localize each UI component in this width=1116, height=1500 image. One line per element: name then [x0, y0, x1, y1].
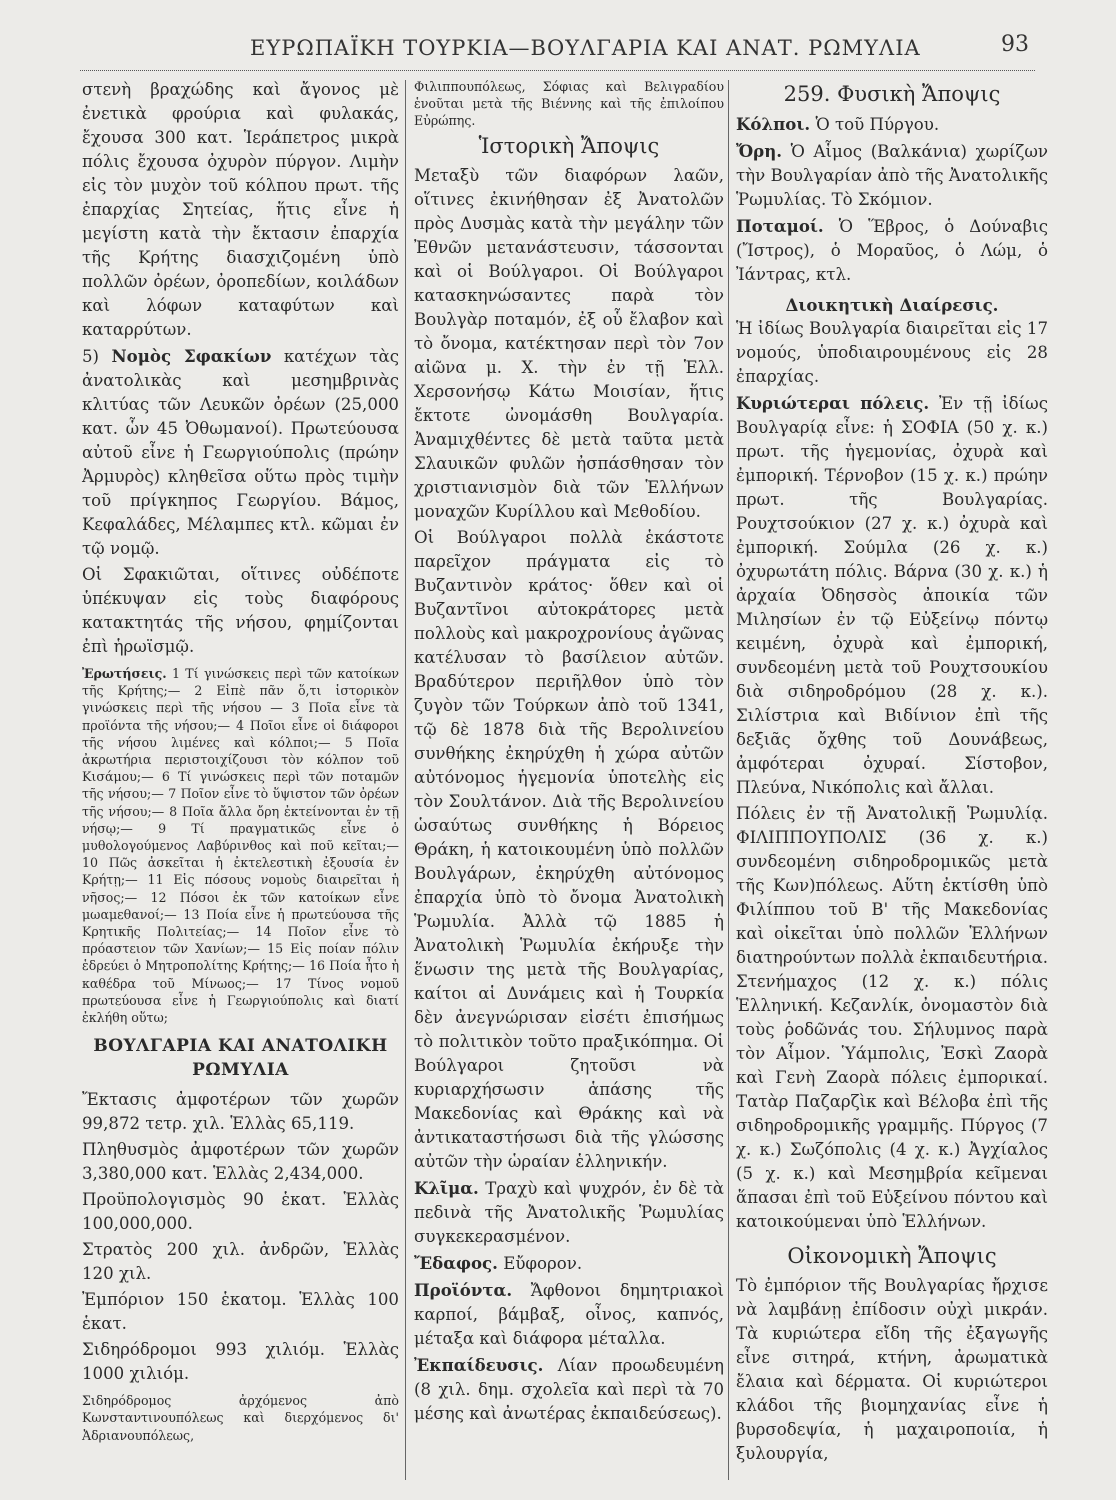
history-paragraph-1: Μεταξὺ τῶν διαφόρων λαῶν, οἵτινες ἐκινήθησαν ἐξ Ἀνατολῶν πρὸς Δυσμὰς κατὰ τὴν μεγάλην τῶν Ἐθνῶν μετανάστευσιν, τάσσονται καὶ οἱ Βούλγαροι. Οἱ Βούλγαροι κατασκηνώσαντες παρὰ τὸν Βουλγὰρ ποταμόν, ἐξ οὗ ἔλαβον καὶ τὸ ὄνομα, κατέκτησαν περὶ τὸν 7ον αἰῶνα μ. Χ. τὴν ἐν τῇ Ἑλλ. Χερσονήσῳ Κάτω Μοισίαν, ἥτις ἔκτοτε ὠνομάσθη Βουλγαρία. Ἀναμιχθέντες δὲ μετὰ ταῦτα μετὰ Σλαυικῶν φυλῶν ἠσπάσθησαν τὸν χριστιανισμὸν διὰ τῶν Ἑλλήνων μοναχῶν Κυρίλλου καὶ Μεθοδίου. — [414, 165, 724, 521]
history-title: Ἱστορικὴ Ἄποψις — [478, 133, 660, 158]
physical-title-text: Φυσικὴ Ἄποψις — [837, 82, 1001, 106]
soil-heading: Ἔδαφος. — [414, 1252, 498, 1273]
running-header — [80, 30, 1035, 71]
cities-text-1: Ἐν τῇ ἰδίως Βουλγαρίᾳ εἶνε: ἡ ΣΟΦΙΑ (50 χ. κ.) πρωτ. τῆς ἡγεμονίας, ὀχυρὰ καὶ ἐμπορική. Τέρνοβον (15 χ. κ.) πρώην πρωτ. τῆς Βουλγαρίας. Ρουχτσούκιον (27 χ. κ.) ὀχυρὰ καὶ ἐμπορική. Σούμλα (26 χ. κ.) ὀχυρωτάτη πόλις. Βάρνα (30 χ. κ.) ἡ ἀρχαία Ὀδησσὸς ἀποικία τῶν Μιλησίων ἐν τῷ Εὐξείνῳ πόντῳ κειμένη, ὀχυρὰ καὶ ἐμπορική, συνδεομένη μετὰ τοῦ Ρουχτσουκίου διὰ σιδηροδρόμου (28 χ. κ.). Σιλίστρια καὶ Βιδίνιον ἐπὶ τῆς δεξιᾶς ὄχθης τοῦ Δουνάβεως, ἀμφότεραι ὀχυραί. Σίστοβον, Πλεύνα, Νικόπολις καὶ ἄλλαι. — [736, 394, 1048, 797]
climate-paragraph — [414, 1176, 724, 1249]
admin-title: Διοικητικὴ Διαίρεσις. — [785, 295, 999, 315]
sfakiotes-paragraph: Οἱ Σφακιῶται, οἵτινες οὐδέποτε ὑπέκυψαν εἰς τοὺς διαφόρους κατακτητάς τῆς νήσου, φημίζονται ἐπὶ ἡρωϊσμῷ. — [82, 565, 399, 656]
rivers-text: Ὁ Ἕβρος, ὁ Δούναβις (Ἴστρος), ὁ Μοραῦος, ὁ Λώμ, ὁ Ἰάντρας, κτλ. — [736, 217, 1048, 284]
gulfs-heading: Κόλποι. — [736, 114, 811, 134]
stat-army: Στρατὸς 200 χιλ. ἀνδρῶν, Ἑλλὰς 120 χιλ. — [82, 1240, 399, 1284]
cities-heading: Κυριώτεραι πόλεις. — [736, 393, 930, 413]
education-heading: Ἐκπαίδευσις. — [414, 1354, 544, 1375]
questions-block — [82, 665, 399, 1026]
mountains-paragraph — [736, 139, 1048, 212]
education-paragraph — [414, 1353, 724, 1426]
gulfs-paragraph — [736, 112, 1048, 137]
stat-railways: Σιδηρόδρομοι 993 χιλιόμ. Ἑλλὰς 1000 χιλιόμ. — [82, 1340, 399, 1384]
sfakia-paragraph — [82, 344, 399, 561]
column-rule-right — [728, 80, 729, 1480]
stat-area: Ἔκτασις ἀμφοτέρων τῶν χωρῶν 99,872 τετρ. χιλ. Ἑλλὰς 65,119. — [82, 1090, 399, 1134]
cities-paragraph-1 — [736, 391, 1048, 800]
education-text: Λίαν προωδευμένη (8 χιλ. δημ. σχολεῖα καὶ περὶ τὰ 70 μέσης καὶ ἀνωτέρας ἐκπαιδεύσεως). — [414, 1355, 724, 1423]
questions-text: 1 Τί γινώσκεις περὶ τῶν κατοίκων τῆς Κρήτης;— 2 Εἰπὲ πᾶν ὅ,τι ἱστορικὸν γινώσκεις περὶ τῆς νήσου — 3 Ποῖα εἶνε τὰ προϊόντα τῆς νήσου;— 4 Ποῖοι εἶνε οἱ διάφοροι τῆς νήσου λιμένες καὶ κόλποι;— 5 Ποῖα ἀκρωτήρια περιστοιχίζουσι τὸν κόλπον τοῦ Κισάμου;— 6 Τί γινώσκεις περὶ τῶν ποταμῶν τῆς νήσου;— 7 Ποῖον εἶνε τὸ ὕψιστον τῶν ὀρέων τῆς νήσου;— 8 Ποῖα ἄλλα ὄρη ἐκτείνονται ἐν τῇ νήσῳ;— 9 Τί πραγματικῶς εἶνε ὁ μυθολογούμενος Λαβύρινθος καὶ ποῦ κεῖται;— 10 Πῶς ἀσκεῖται ἡ ἐκτελεστικὴ ἐξουσία ἐν Κρήτῃ;— 11 Εἰς πόσους νομοὺς διαιρεῖται ἡ νῆσος;— 12 Πόσοι ἐκ τῶν κατοίκων εἶνε μωαμεθανοί;— 13 Ποία εἶνε ἡ πρωτεύουσα τῆς Κρητικῆς Πολιτείας;— 14 Ποῖον εἶνε τὸ πρόαστειον τῶν Χανίων;— 15 Εἰς ποίαν πόλιν ἑδρεύει ὁ Μητροπολίτης Κρήτης;— 16 Ποία ἦτο ἡ καθέδρα τοῦ Μίνωος;— 17 Τίνος νομοῦ πρωτεύουσα εἶνε ἡ Γεωργιούπολις καὶ διατί ἐκλήθη οὕτω; — [82, 666, 399, 1026]
stat-budget: Προϋπολογισμὸς 90 ἑκατ. Ἑλλὰς 100,000,000. — [82, 1190, 399, 1234]
physical-title — [736, 82, 1048, 106]
rivers-heading: Ποταμοί. — [736, 216, 824, 236]
economy-paragraph: Τὸ ἐμπόριον τῆς Βουλγαρίας ἤρχισε νὰ λαμβάνῃ ἐπίδοσιν οὐχὶ μικράν. Τὰ κυριώτερα εἴδη τῆς ἐξαγωγῆς εἶνε σιτηρά, κτήνη, ἀρωματικὰ ἔλαια καὶ δέρματα. Οἱ κυριώτεροι κλάδοι τῆς βιομηχανίας εἶνε ἡ βυρσοδεψία, ἡ μαχαιροποιία, ἡ ξυλουργία, — [736, 1276, 1048, 1463]
mountains-text: Ὁ Αἷμος (Βαλκάνια) χωρίζων τὴν Βουλγαρίαν ἀπὸ τῆς Ἀνατολικῆς Ῥωμυλίας. Τὸ Σκόμιον. — [736, 142, 1048, 209]
products-heading: Προϊόντα. — [414, 1279, 513, 1300]
column-1 — [82, 78, 399, 1446]
soil-paragraph — [414, 1251, 724, 1276]
column-2 — [414, 78, 724, 1428]
admin-paragraph: Ἡ ἰδίως Βουλγαρία διαιρεῖται εἰς 17 νομούς, ὑποδιαιρουμένους εἰς 28 ἐπαρχίας. — [736, 319, 1048, 386]
stat-trade: Ἐμπόριον 150 ἑκατομ. Ἑλλὰς 100 ἑκατ. — [82, 1290, 399, 1334]
products-text: Ἄφθονοι δημητριακοὶ καρποί, βάμβαξ, οἶνος, καπνός, μέταξα καὶ διάφορα μέταλλα. — [414, 1280, 725, 1348]
climate-text: Τραχὺ καὶ ψυχρόν, ἐν δὲ τὰ πεδινὰ τῆς Ἀνατολικῆς Ῥωμυλίας συγκεκερασμένον. — [414, 1178, 724, 1246]
section-banner: ΒΟΥΛΓΑΡΙΑ ΚΑΙ ΑΝΑΤΟΛΙΚΗ ΡΩΜΥΛΙΑ — [93, 1036, 388, 1081]
rivers-paragraph — [736, 214, 1048, 287]
economy-title: Οἰκονομικὴ Ἄποψις — [787, 1244, 997, 1268]
climate-heading: Κλῖμα. — [414, 1177, 479, 1198]
section-number: 259. — [783, 82, 831, 106]
sfakia-text: κατέχων τὰς ἀνατολικὰς καὶ μεσημβρινὰς κλιτύας τῶν Λευκῶν ὀρέων (25,000 κατ. ὧν 45 Ὀθωμανοί). Πρωτεύουσα αὐτοῦ εἶνε ἡ Γεωργιούπολις (πρώην Ἀρμυρὸς) κληθεῖσα οὕτω πρὸς τιμὴν τοῦ πρίγκηπος Γεωργίου. Βάμος, Κεφαλάδες, Μέλαμπες κτλ. κῶμαι ἐν τῷ νομῷ. — [82, 347, 399, 558]
sfakia-number: 5) — [82, 347, 100, 366]
railway-note: Σιδηρόδρομος ἀρχόμενος ἀπὸ Κωνσταντινουπόλεως καὶ διερχόμενος δι' Ἀδριανουπόλεως, — [82, 1393, 399, 1443]
crete-paragraph: στενὴ βραχώδης καὶ ἄγονος μὲ ἐνετικὰ φρούρια καὶ φυλακάς, ἔχουσα 300 κατ. Ἱεράπετρος μικρὰ πόλις ἔχουσα ὀχυρὸν πύργον. Λιμὴν εἰς τὸν μυχὸν τοῦ κόλπου πρωτ. τῆς ἐπαρχίας Σητείας, ἥτις εἶνε ἡ μεγίστη κατὰ τὴν ἔκτασιν ἐπαρχία τῆς Κρήτης διασχιζομένη ὑπὸ πολλῶν ὀρέων, ὀροπεδίων, κοιλάδων καὶ λόφων καταφύτων καὶ καταρρύτων. — [82, 80, 399, 339]
railway-note-cont: Φιλιππουπόλεως, Σόφιας καὶ Βελιγραδίου ἑνοῦται μετὰ τῆς Βιέννης καὶ τῆς ἐπιλοίπου Εὐρώπης. — [414, 79, 724, 129]
header-title: ΕΥΡΩΠΑΪΚΗ ΤΟΥΡΚΙΑ—ΒΟΥΛΓΑΡΙΑ ΚΑΙ ΑΝΑΤ. ΡΩΜΥΛΙΑ — [250, 36, 921, 60]
page-number: 93 — [1001, 32, 1029, 57]
column-rule-left — [405, 80, 406, 1480]
stat-population: Πληθυσμὸς ἀμφοτέρων τῶν χωρῶν 3,380,000 κατ. Ἑλλὰς 2,434,000. — [82, 1140, 399, 1184]
cities-paragraph-2: Πόλεις ἐν τῇ Ἀνατολικῇ Ῥωμυλίᾳ. ΦΙΛΙΠΠΟΥΠΟΛΙΣ (36 χ. κ.) συνδεομένη σιδηροδρομικῶς μετὰ τῆς Κων)πόλεως. Αὕτη ἐκτίσθη ὑπὸ Φιλίππου τοῦ Β' τῆς Μακεδονίας καὶ οἰκεῖται ὑπὸ πολλῶν Ἑλλήνων διατηρούντων πολλὰ ἐκπαιδευτήρια. Στενήμαχος (12 χ. κ.) πόλις Ἑλληνική. Κεζανλίκ, ὀνομαστὸν διὰ τοὺς ῥοδῶνάς του. Σήλυμνος παρὰ τὸν Αἷμον. Ὑάμπολις, Ἐσκὶ Ζαορὰ καὶ Γενὴ Ζαορὰ πόλεις ἐμπορικαί. Τατὰρ Παζαρζὶκ καὶ Βέλοβα ἐπὶ τῆς σιδηροδρομικῆς γραμμῆς. Πύργος (7 χ. κ.) Σωζόπολις (4 χ. κ.) Ἀγχίαλος (5 χ. κ.) καὶ Μεσημβρία κεῖμεναι ἅπασαι ἐπὶ τοῦ Εὐξείνου πόντου καὶ κατοικούμεναι ὑπὸ Ἑλλήνων. — [736, 804, 1048, 1231]
column-3 — [736, 78, 1048, 1468]
soil-text: Εὔφορον. — [503, 1253, 583, 1273]
history-paragraph-2: Οἱ Βούλγαροι πολλὰ ἑκάστοτε παρεῖχον πράγματα εἰς τὸ Βυζαντινὸν κράτος· ὅθεν καὶ οἱ Βυζαντῖνοι αὐτοκράτορες μετὰ πολλοὺς καὶ μακροχρονίους ἀγῶνας κατέλυσαν τὸ βασίλειον αὐτῶν. Βραδύτερον περιῆλθον ὑπὸ τὸν ζυγὸν τῶν Τούρκων ἀπὸ τοῦ 1341, τῷ δὲ 1878 διὰ τῆς Βερολινείου συνθήκης ἐκηρύχθη ἡ χώρα αὐτῶν αὐτόνομος ἡγεμονία ὑποτελὴς εἰς τὸν Σουλτάνον. Διὰ τῆς Βερολινείου ὡσαύτως συνθήκης ἡ Βόρειος Θράκη, ἡ κατοικουμένη ὑπὸ πολλῶν Βουλγάρων, ἐκηρύχθη αὐτόνομος ἐπαρχία ὑπὸ τὸ ὄνομα Ἀνατολικὴ Ῥωμυλία. Ἀλλὰ τῷ 1885 ἡ Ἀνατολικὴ Ῥωμυλία ἐκήρυξε τὴν ἕνωσιν της μετὰ τῆς Βουλγαρίας, καίτοι αἱ Δυνάμεις καὶ ἡ Τουρκία δὲν ἀνεγνώρισαν εἰσέτι ἐπισήμως τὸ πολιτικὸν τοῦτο πραξικόπημα. Οἱ Βούλγαροι ζητοῦσι νὰ κυριαρχήσωσιν ἁπάσης τῆς Μακεδονίας καὶ Θράκης καὶ νὰ ἀντικαταστήσωσι διὰ τῆς γλώσσης αὐτῶν τὴν ὡραίαν ἑλληνικήν. — [414, 527, 724, 1171]
mountains-heading: Ὄρη. — [736, 141, 783, 161]
sfakia-heading: Νομὸς Σφακίων — [111, 346, 272, 366]
gulfs-text: Ὁ τοῦ Πύργου. — [815, 115, 940, 134]
products-paragraph — [414, 1278, 724, 1351]
questions-heading: Ἐρωτήσεις. — [82, 666, 167, 681]
